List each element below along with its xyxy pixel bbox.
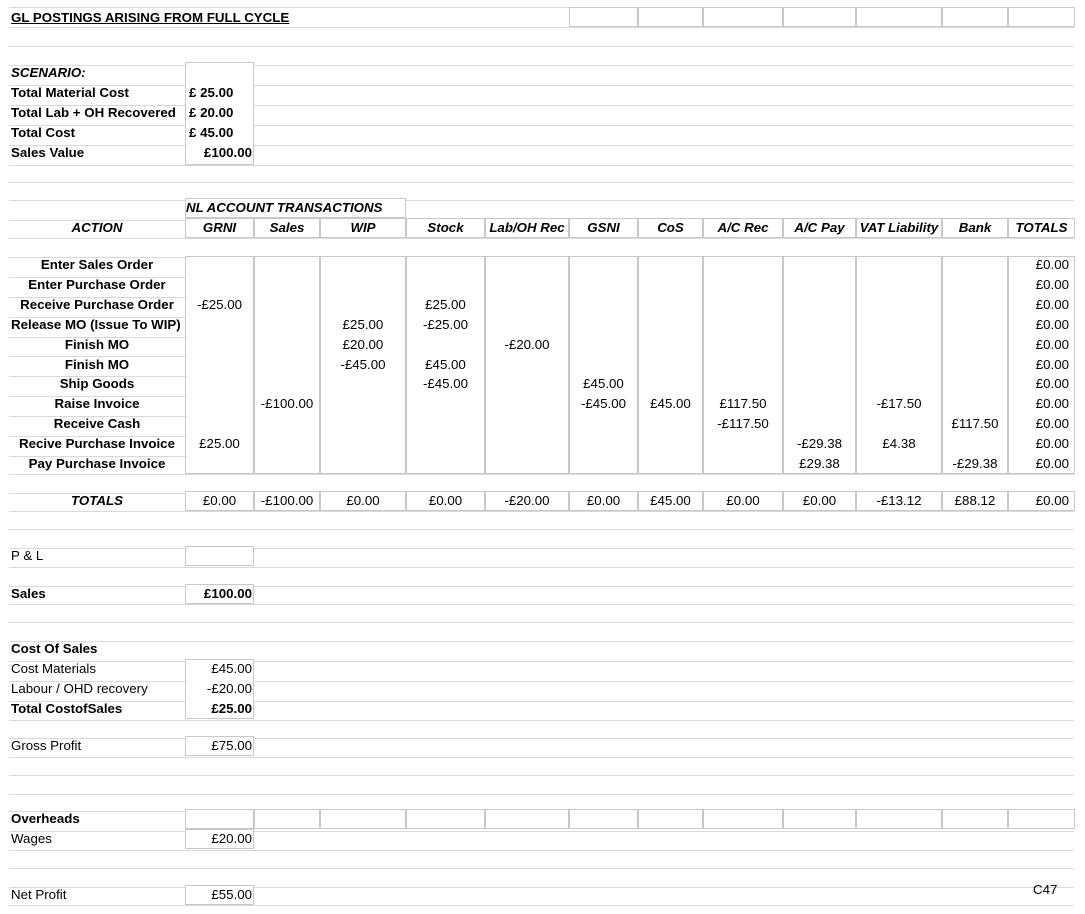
sheet-title: GL POSTINGS ARISING FROM FULL CYCLE [11, 10, 290, 25]
totals-cell: £0.00 [1035, 493, 1069, 508]
gridline [9, 850, 1074, 851]
totals-cell: £0.00 [428, 493, 463, 508]
table-cell: -£45.00 [422, 376, 469, 391]
totals-label: TOTALS [71, 493, 123, 508]
gridline [9, 529, 1074, 530]
gridline [9, 720, 1074, 721]
pl-cos-heading: Cost Of Sales [11, 641, 98, 656]
pl-gross-profit-value: £75.00 [211, 738, 252, 753]
cell-box [569, 7, 638, 27]
gridline [9, 46, 1074, 47]
cell-box [185, 809, 254, 829]
gridline [9, 238, 1074, 239]
column-header: Lab/OH Rec [489, 220, 565, 235]
gridline [9, 604, 1074, 605]
table-cell: £45.00 [583, 376, 624, 391]
pl-total-cos-value: £25.00 [211, 701, 252, 716]
table-cell: -£45.00 [580, 396, 627, 411]
cell-box [638, 809, 703, 829]
cell-box [569, 256, 638, 474]
gridline [9, 868, 1074, 869]
column-header: A/C Rec [717, 220, 769, 235]
gridline [9, 474, 1074, 475]
table-cell: -£29.38 [796, 436, 843, 451]
table-cell: £25.00 [199, 436, 240, 451]
totals-cell: -£20.00 [504, 493, 550, 508]
cell-box [856, 7, 942, 27]
table-cell: £0.00 [1035, 396, 1069, 411]
column-header: Bank [958, 220, 992, 235]
gridline [9, 85, 1074, 86]
cell-box [783, 7, 856, 27]
table-cell: -£17.50 [876, 396, 922, 411]
totals-cell: -£100.00 [260, 493, 314, 508]
cell-box [254, 256, 320, 474]
cell-box [185, 546, 254, 566]
gridline [9, 165, 1074, 166]
totals-cell: -£13.12 [876, 493, 922, 508]
scenario-label: Sales Value [11, 145, 85, 160]
pl-total-cos-label: Total CostofSales [11, 701, 123, 716]
table-cell: £4.38 [882, 436, 916, 451]
gridline [9, 586, 1074, 587]
table-cell: -£29.38 [952, 456, 998, 471]
gridline [9, 887, 1074, 888]
scenario-label: Total Cost [11, 125, 76, 140]
table-cell: -£45.00 [340, 357, 386, 372]
page-reference: C47 [1033, 882, 1058, 897]
pl-sales-value: £100.00 [203, 586, 252, 601]
table-cell: £0.00 [1035, 357, 1069, 372]
nl-heading: NL ACCOUNT TRANSACTIONS [186, 200, 383, 215]
table-cell: -£100.00 [260, 396, 314, 411]
action-label: Ship Goods [59, 376, 135, 391]
table-cell: £25.00 [425, 297, 466, 312]
scenario-heading: SCENARIO: [11, 65, 86, 80]
totals-cell: £88.12 [954, 493, 996, 508]
gridline [9, 511, 1074, 512]
column-header: TOTALS [1015, 220, 1068, 235]
cell-box [942, 256, 1008, 474]
table-cell: £0.00 [1035, 436, 1069, 451]
table-cell: -£20.00 [504, 337, 550, 352]
column-header: VAT Liability [859, 220, 939, 235]
gridline [9, 125, 1074, 126]
gridline [9, 661, 1074, 662]
pl-wages-value: £20.00 [211, 831, 252, 846]
totals-cell: £0.00 [202, 493, 237, 508]
scenario-value: £ 20.00 [189, 105, 234, 120]
table-cell: -£117.50 [717, 416, 769, 431]
table-cell: £20.00 [342, 337, 384, 352]
table-cell: £0.00 [1035, 277, 1069, 292]
action-label: Pay Purchase Invoice [28, 456, 166, 471]
cell-box [856, 809, 942, 829]
scenario-value: £ 45.00 [189, 125, 234, 140]
cell-box [569, 809, 638, 829]
cell-box [942, 809, 1008, 829]
gridline [9, 27, 1074, 28]
gridline [9, 200, 1074, 201]
table-cell: £0.00 [1035, 317, 1069, 332]
pl-cost-materials-value: £45.00 [211, 661, 252, 676]
action-label: Finish MO [64, 337, 130, 352]
column-header: WIP [350, 220, 376, 235]
gridline [9, 145, 1074, 146]
cell-box [485, 256, 569, 474]
cell-box [254, 809, 320, 829]
gridline [9, 641, 1074, 642]
cell-box [1008, 7, 1075, 27]
gridline [9, 738, 1074, 739]
gridline [9, 548, 1074, 549]
action-label: Finish MO [64, 357, 130, 372]
pl-labour-label: Labour / OHD recovery [11, 681, 148, 696]
table-cell: £0.00 [1035, 337, 1069, 352]
scenario-label: Total Lab + OH Recovered [11, 105, 176, 120]
column-header: Stock [427, 220, 464, 235]
column-header: Sales [269, 220, 305, 235]
gridline [9, 567, 1074, 568]
table-cell: £117.50 [951, 416, 999, 431]
pl-labour-value: -£20.00 [206, 681, 252, 696]
gridline [9, 757, 1074, 758]
action-label: Enter Sales Order [40, 257, 154, 272]
action-label: Raise Invoice [54, 396, 140, 411]
table-cell: £0.00 [1035, 257, 1069, 272]
pl-gross-profit-label: Gross Profit [11, 738, 82, 753]
cell-box [1008, 809, 1075, 829]
action-label: Release MO (Issue To WIP) [11, 317, 181, 332]
gridline [9, 701, 1074, 702]
table-cell: £29.38 [799, 456, 840, 471]
scenario-label: Total Material Cost [11, 85, 129, 100]
table-cell: £45.00 [425, 357, 466, 372]
totals-cell: £0.00 [802, 493, 837, 508]
gridline [9, 905, 1074, 906]
cell-box [703, 256, 783, 474]
gridline [9, 831, 1074, 832]
action-label: Receive Cash [53, 416, 141, 431]
column-header: GRNI [202, 220, 237, 235]
totals-cell: £45.00 [650, 493, 691, 508]
table-cell: -£25.00 [196, 297, 243, 312]
gridline [9, 65, 1074, 66]
gridline [9, 794, 1074, 795]
pl-sales-label: Sales [11, 586, 46, 601]
totals-cell: £0.00 [586, 493, 621, 508]
pl-heading: P & L [11, 548, 44, 563]
table-cell: £25.00 [342, 317, 384, 332]
table-cell: £0.00 [1035, 416, 1069, 431]
action-label: Receive Purchase Order [20, 297, 174, 312]
cell-box [783, 809, 856, 829]
gridline [9, 622, 1074, 623]
pl-wages-label: Wages [11, 831, 52, 846]
pl-cost-materials-label: Cost Materials [11, 661, 96, 676]
column-header: A/C Pay [794, 220, 845, 235]
cell-box [942, 7, 1008, 27]
cell-box [485, 809, 569, 829]
column-header: GSNI [587, 220, 620, 235]
table-cell: £0.00 [1035, 297, 1069, 312]
action-label: Recive Purchase Invoice [19, 436, 175, 451]
pl-net-profit-label: Net Profit [11, 887, 67, 902]
gridline [9, 182, 1074, 183]
cell-box [703, 809, 783, 829]
cell-box [703, 7, 783, 27]
cell-box [638, 7, 703, 27]
gridline [9, 775, 1074, 776]
table-cell: £0.00 [1035, 376, 1069, 391]
pl-net-profit-value: £55.00 [211, 887, 252, 902]
totals-cell: £0.00 [726, 493, 760, 508]
table-cell: £0.00 [1035, 456, 1069, 471]
cell-box [638, 256, 703, 474]
cell-box [406, 809, 485, 829]
action-label: Enter Purchase Order [28, 277, 166, 292]
cell-box [320, 809, 406, 829]
action-header: ACTION [71, 220, 123, 235]
scenario-value: £ 25.00 [189, 85, 234, 100]
table-cell: -£25.00 [422, 317, 469, 332]
scenario-value: £100.00 [203, 145, 252, 160]
gridline [9, 681, 1074, 682]
table-cell: £117.50 [719, 396, 767, 411]
pl-overheads-heading: Overheads [11, 811, 80, 826]
totals-cell: £0.00 [346, 493, 380, 508]
column-header: CoS [657, 220, 684, 235]
table-cell: £45.00 [650, 396, 691, 411]
